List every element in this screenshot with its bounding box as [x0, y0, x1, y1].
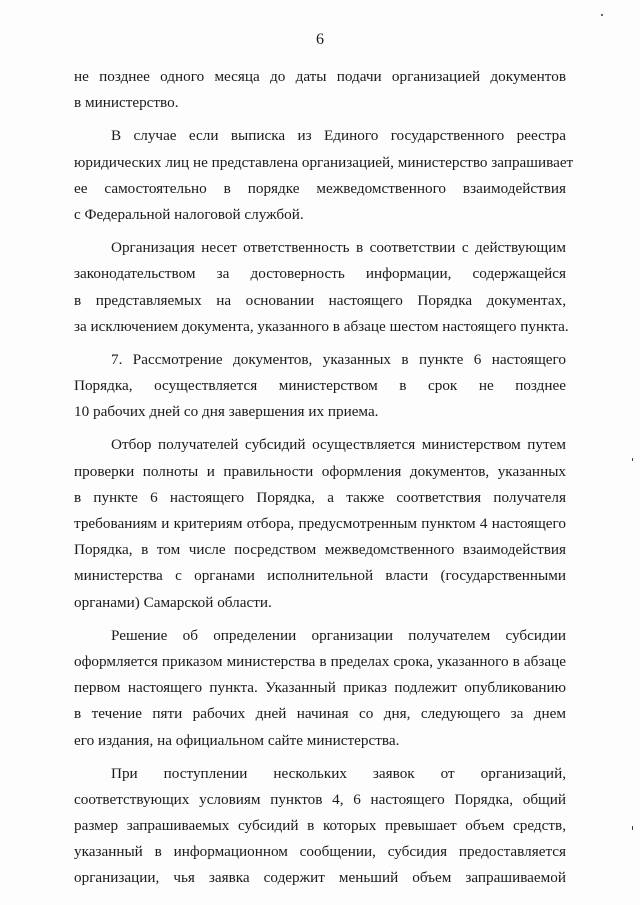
scan-speck: [632, 826, 633, 830]
text-line: При поступлении нескольких заявок от организаций,: [111, 764, 566, 782]
text-line: в пункте 6 настоящего Порядка, а также соответствия получателя: [74, 488, 566, 506]
text-line: в представляемых на основании настоящего Порядка документах,: [74, 291, 566, 309]
paragraph: [74, 761, 566, 892]
text-line: Порядка, осуществляется министерством в срок не позднее: [74, 377, 566, 395]
text-line: не позднее одного месяца до даты подачи организацией документов: [74, 68, 566, 85]
paragraph: [74, 123, 574, 228]
text-line: оформляется приказом министерства в пределах срока, указанного в абзаце: [74, 652, 566, 670]
text-line: Порядка, в том числе посредством межведомственного взаимодействия: [74, 541, 566, 559]
text-line: министерства с органами исполнительной власти (государственными: [74, 567, 566, 585]
paragraph: [74, 347, 566, 426]
text-line: юридических лиц не представлена организацией, министерство запрашивает: [74, 153, 574, 171]
text-line: в течение пяти рабочих дней начиная со дня, следующего за днем: [74, 705, 566, 723]
text-line: органами) Самарской области.: [74, 593, 272, 611]
text-line: 10 рабочих дней со дня завершения их приема.: [74, 403, 379, 421]
text-line: законодательством за достоверность информации, содержащейся: [74, 265, 566, 283]
text-line: соответствующих условиям пунктов 4, 6 настоящего Порядка, общий: [74, 790, 566, 808]
text-line: ее самостоятельно в порядке межведомственного взаимодействия: [74, 179, 566, 197]
scan-speck: [632, 458, 633, 461]
document-body: [74, 64, 574, 892]
scan-speck: [601, 14, 603, 16]
text-line: указанный в информационном сообщении, субсидия предоставляется: [74, 843, 566, 861]
text-line: его издания, на официальном сайте министерства.: [74, 731, 400, 749]
text-line: с Федеральной налоговой службой.: [74, 205, 304, 223]
text-line: в министерство.: [74, 94, 179, 112]
paragraph: [74, 432, 566, 615]
text-line: размер запрашиваемых субсидий в которых превышает объем средств,: [74, 817, 566, 835]
text-line: В случае если выписка из Единого государственного реестра: [111, 127, 566, 145]
text-line: Отбор получателей субсидий осуществляется министерством путем: [111, 436, 566, 454]
text-line: Организация несет ответственность в соответствии с действующим: [111, 239, 566, 257]
paragraph: [74, 623, 566, 754]
page-number: 6: [316, 31, 324, 48]
paragraph: [74, 235, 569, 340]
text-line: требованиям и критериям отбора, предусмотренным пунктом 4 настоящего: [74, 515, 566, 532]
text-line: за исключением документа, указанного в абзаце шестом настоящего пункта.: [74, 317, 569, 335]
paragraph: [74, 64, 566, 116]
text-line: Решение об определении организации получателем субсидии: [111, 626, 566, 644]
text-line: 7. Рассмотрение документов, указанных в пункте 6 настоящего: [111, 350, 566, 368]
text-line: первом настоящего пункта. Указанный приказ подлежит опубликованию: [74, 679, 566, 697]
text-line: организации, чья заявка содержит меньший объем запрашиваемой: [74, 869, 566, 887]
text-line: проверки полноты и правильности оформления документов, указанных: [74, 462, 566, 480]
